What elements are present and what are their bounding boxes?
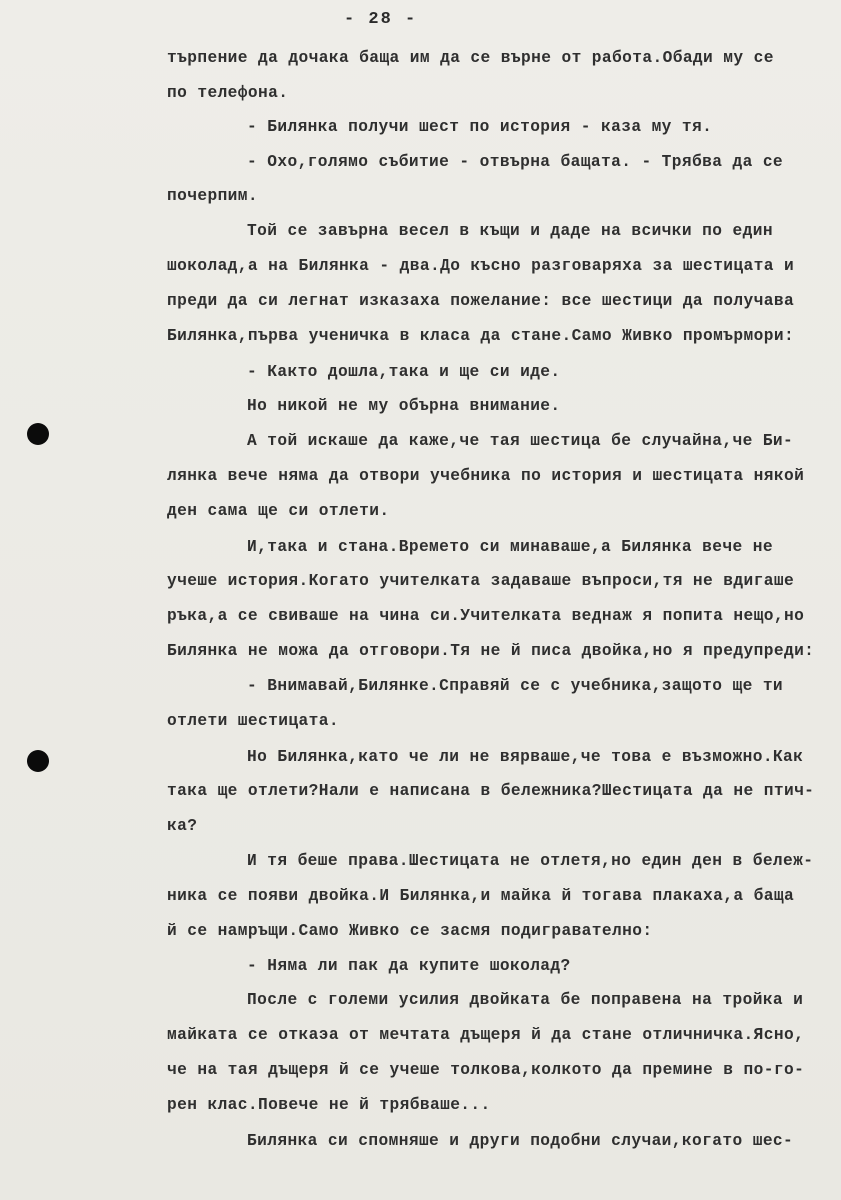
text-line: А той искаше да каже,че тая шестица бе случайна,че Би- (247, 432, 794, 450)
text-line: После с големи усилия двойката бе поправена на тройка и (247, 991, 804, 1009)
text-line: майката се откаэа от мечтата дъщеря й да стане отличничка.Ясно, (167, 1026, 805, 1044)
text-line: ръка,а се свиваше на чина си.Учителката веднаж я попита нещо,но (167, 607, 805, 625)
text-line: Билянка не можа да отговори.Тя не й писа двойка,но я предупреди: (167, 642, 815, 660)
text-line: - Няма ли пак да купите шоколад? (247, 957, 571, 975)
text-line: ден сама ще си отлети. (167, 502, 390, 520)
text-line: отлети шестицата. (167, 712, 339, 730)
punch-hole (27, 750, 49, 772)
text-line: търпение да дочака баща им да се върне от работа.Обади му се (167, 49, 774, 67)
text-line: Но никой не му обърна внимание. (247, 397, 561, 415)
text-line: - Внимавай,Билянке.Справяй се с учебника,защото ще ти (247, 677, 784, 695)
text-line: почерпим. (167, 187, 259, 205)
punch-hole (27, 423, 49, 445)
text-line: - Както дошла,така и ще си иде. (247, 363, 561, 381)
text-line: - Охо,голямо събитие - отвърна бащата. - Трябва да се (247, 153, 784, 171)
text-line: Билянка,първа ученичка в класа да стане.Само Живко промърмори: (167, 327, 795, 345)
text-line: лянка вече няма да отвори учебника по история и шестицата някой (167, 467, 805, 485)
text-line: ника се появи двойка.И Билянка,и майка й тогава плакаха,а баща (167, 887, 795, 905)
text-line: Билянка си спомняше и други подобни случаи,когато шес- (247, 1132, 794, 1150)
text-line: И,така и стана.Времето си минаваше,а Билянка вече не (247, 538, 773, 556)
text-line: по телефона. (167, 84, 289, 102)
text-line: преди да си легнат изказаха пожелание: все шестици да получава (167, 292, 795, 310)
text-line: - Билянка получи шест по история - каза му тя. (247, 118, 713, 136)
text-line: че на тая дъщеря й се учеше толкова,колкото да премине в по-го- (167, 1061, 805, 1079)
text-line: И тя беше права.Шестицата не отлетя,но един ден в бележ- (247, 852, 814, 870)
text-line: Той се завърна весел в къщи и даде на всички по един (247, 222, 773, 240)
page-number: - 28 - (344, 10, 418, 29)
text-line: рен клас.Повече не й трябваше... (167, 1096, 491, 1114)
text-line: Но Билянка,като че ли не вярваше,че това е възможно.Как (247, 748, 804, 766)
text-line: учеше история.Когато учителката задаваше въпроси,тя не вдигаше (167, 572, 795, 590)
text-line: ка? (167, 817, 198, 835)
text-line: така ще отлети?Нали е написана в бележника?Шестицата да не птич- (167, 782, 815, 800)
text-line: й се намръщи.Само Живко се засмя подигравателно: (167, 922, 653, 940)
text-line: шоколад,а на Билянка - два.До късно разговаряха за шестицата и (167, 257, 795, 275)
